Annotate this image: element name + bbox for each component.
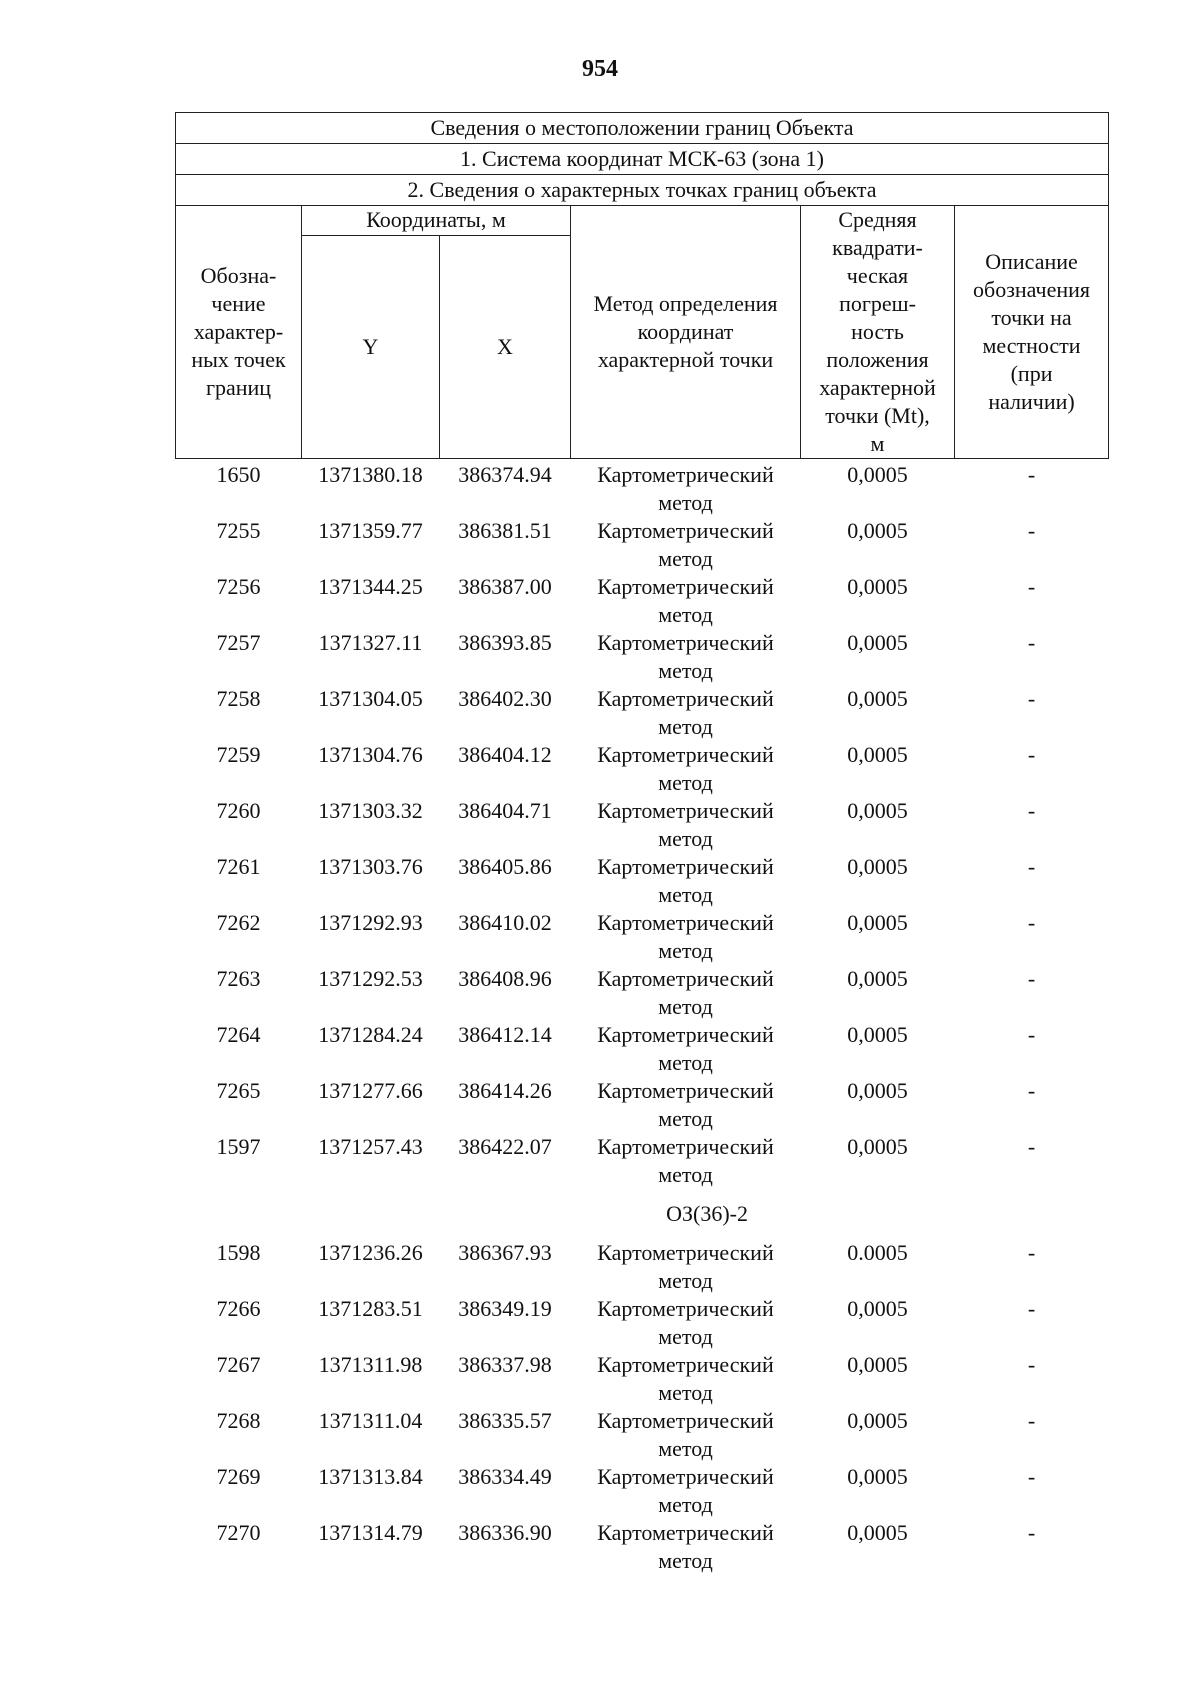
cell-point: 7256 (216, 574, 261, 599)
cell-point: 1650 (216, 462, 261, 487)
cell-point: 1597 (216, 1134, 261, 1159)
cell-method: Картометрический метод (597, 1022, 774, 1075)
cell-x: 386402.30 (458, 686, 552, 711)
table-title-location: Сведения о местоположении границ Объекта (176, 113, 1109, 144)
cell-point: 7257 (216, 630, 261, 655)
cell-error: 0,0005 (847, 966, 908, 991)
cell-method: Картометрический метод (597, 1296, 774, 1349)
cell-error: 0,0005 (847, 1352, 908, 1377)
column-header-point: Обозна- чение характер- ных точек границ (176, 206, 302, 459)
page-number: 954 (582, 56, 618, 82)
cell-description: - (1027, 910, 1036, 935)
cell-y: 1371313.84 (318, 1464, 423, 1489)
cell-x: 386337.98 (458, 1352, 552, 1377)
cell-error: 0,0005 (847, 1134, 908, 1159)
cell-description: - (1027, 854, 1036, 879)
column-header-y: Y (302, 235, 440, 458)
cell-description: - (1027, 462, 1036, 487)
cell-y: 1371257.43 (318, 1134, 423, 1159)
cell-y: 1371284.24 (318, 1022, 423, 1047)
cell-description: - (1027, 798, 1036, 823)
cell-error: 0,0005 (847, 742, 908, 767)
table-title-characteristic-points: 2. Сведения о характерных точках границ объекта (176, 175, 1109, 206)
table-row (176, 1133, 1109, 1189)
column-header-method: Метод определения координат характерной точки (571, 206, 801, 459)
cell-description: - (1027, 630, 1036, 655)
cell-x: 386334.49 (458, 1464, 552, 1489)
cell-error: 0,0005 (847, 910, 908, 935)
cell-method: Картометрический метод (597, 1520, 774, 1573)
table-row (176, 459, 1109, 518)
cell-description: - (1027, 966, 1036, 991)
cell-point: 7267 (216, 1352, 261, 1377)
cell-method: Картометрический метод (597, 742, 774, 795)
table-row (176, 1351, 1109, 1407)
cell-x: 386414.26 (458, 1078, 552, 1103)
cell-description: - (1027, 1352, 1036, 1377)
cell-description: - (1027, 1464, 1036, 1489)
table-row (176, 517, 1109, 573)
cell-error: 0,0005 (847, 686, 908, 711)
cell-x: 386374.94 (458, 462, 552, 487)
cell-method: Картометрический метод (597, 1078, 774, 1131)
cell-point: 7265 (216, 1078, 261, 1103)
cell-x: 386393.85 (458, 630, 552, 655)
cell-point: 7268 (216, 1408, 261, 1433)
cell-point: 7262 (216, 910, 261, 935)
cell-method: Картометрический метод (597, 518, 774, 571)
table-row (176, 741, 1109, 797)
cell-y: 1371236.26 (318, 1240, 423, 1265)
table-body (176, 459, 1109, 1576)
column-header-error: Средняя квадрати- ческая погреш- ность положения характерной точки (Mt), м (801, 206, 955, 459)
cell-description: - (1027, 1240, 1036, 1265)
cell-description: - (1027, 686, 1036, 711)
cell-description: - (1027, 518, 1036, 543)
cell-x: 386387.00 (458, 574, 552, 599)
cell-error: 0,0005 (847, 798, 908, 823)
cell-description: - (1027, 1134, 1036, 1159)
table-row (176, 1463, 1109, 1519)
cell-method: Картометрический метод (597, 462, 774, 515)
column-header-description: Описание обозначения точки на местности (при наличии) (955, 206, 1109, 459)
table-title-coordinate-system: 1. Система координат МСК-63 (зона 1) (176, 144, 1109, 175)
cell-method: Картометрический метод (597, 1240, 774, 1293)
cell-error: 0,0005 (847, 518, 908, 543)
table-row (176, 909, 1109, 965)
cell-x: 386412.14 (458, 1022, 552, 1047)
table-header (176, 113, 1109, 459)
cell-x: 386404.71 (458, 798, 552, 823)
cell-point: 7270 (216, 1520, 261, 1545)
cell-method: Картометрический метод (597, 854, 774, 907)
cell-method: Картометрический метод (597, 1408, 774, 1461)
cell-method: Картометрический метод (597, 798, 774, 851)
column-header-coordinates: Координаты, м (302, 206, 571, 236)
cell-method: Картометрический метод (597, 1134, 774, 1187)
cell-method: Картометрический метод (597, 1352, 774, 1405)
cell-y: 1371283.51 (318, 1296, 423, 1321)
cell-point: 7266 (216, 1296, 261, 1321)
cell-y: 1371380.18 (318, 462, 423, 487)
cell-y: 1371327.11 (318, 630, 423, 655)
cell-description: - (1027, 1408, 1036, 1433)
boundary-points-table (175, 112, 1109, 1575)
cell-x: 386422.07 (458, 1134, 552, 1159)
cell-y: 1371304.05 (318, 686, 423, 711)
cell-point: 7258 (216, 686, 261, 711)
table-row (176, 797, 1109, 853)
table-row (176, 629, 1109, 685)
cell-error: 0,0005 (847, 630, 908, 655)
cell-error: 0,0005 (847, 462, 908, 487)
cell-x: 386404.12 (458, 742, 552, 767)
cell-x: 386405.86 (458, 854, 552, 879)
cell-point: 7261 (216, 854, 261, 879)
cell-description: - (1027, 1520, 1036, 1545)
cell-description: - (1027, 1296, 1036, 1321)
cell-y: 1371303.32 (318, 798, 423, 823)
table-row (176, 1077, 1109, 1133)
section-label: ОЗ(36)-2 (666, 1201, 748, 1226)
table-row (176, 1021, 1109, 1077)
cell-y: 1371292.53 (318, 966, 423, 991)
table-row (176, 1295, 1109, 1351)
cell-error: 0,0005 (847, 1078, 908, 1103)
cell-error: 0,0005 (847, 1520, 908, 1545)
cell-method: Картометрический метод (597, 1464, 774, 1517)
cell-description: - (1027, 742, 1036, 767)
cell-error: 0,0005 (847, 574, 908, 599)
cell-y: 1371314.79 (318, 1520, 423, 1545)
column-header-x: X (440, 235, 571, 458)
cell-point: 7269 (216, 1464, 261, 1489)
cell-error: 0,0005 (847, 1022, 908, 1047)
cell-x: 386335.57 (458, 1408, 552, 1433)
table-row (176, 1519, 1109, 1575)
table-row (176, 1239, 1109, 1295)
table-row (176, 965, 1109, 1021)
cell-method: Картометрический метод (597, 686, 774, 739)
cell-point: 7264 (216, 1022, 261, 1047)
cell-error: 0,0005 (847, 854, 908, 879)
cell-x: 386349.19 (458, 1296, 552, 1321)
cell-method: Картометрический метод (597, 574, 774, 627)
cell-point: 7263 (216, 966, 261, 991)
cell-y: 1371344.25 (318, 574, 423, 599)
cell-error: 0.0005 (847, 1240, 908, 1265)
cell-method: Картометрический метод (597, 910, 774, 963)
table-row (176, 685, 1109, 741)
cell-y: 1371303.76 (318, 854, 423, 879)
cell-point: 7255 (216, 518, 261, 543)
table-row (176, 853, 1109, 909)
section-row (176, 1189, 1109, 1239)
cell-error: 0,0005 (847, 1296, 908, 1321)
cell-description: - (1027, 1078, 1036, 1103)
table-row (176, 1407, 1109, 1463)
cell-description: - (1027, 574, 1036, 599)
cell-method: Картометрический метод (597, 966, 774, 1019)
cell-x: 386367.93 (458, 1240, 552, 1265)
cell-y: 1371311.98 (318, 1352, 423, 1377)
cell-y: 1371277.66 (318, 1078, 423, 1103)
cell-point: 7259 (216, 742, 261, 767)
cell-x: 386410.02 (458, 910, 552, 935)
cell-description: - (1027, 1022, 1036, 1047)
cell-y: 1371292.93 (318, 910, 423, 935)
cell-method: Картометрический метод (597, 630, 774, 683)
cell-x: 386381.51 (458, 518, 552, 543)
cell-x: 386336.90 (458, 1520, 552, 1545)
cell-point: 1598 (216, 1240, 261, 1265)
cell-y: 1371359.77 (318, 518, 423, 543)
cell-error: 0,0005 (847, 1408, 908, 1433)
table-row (176, 573, 1109, 629)
cell-point: 7260 (216, 798, 261, 823)
cell-y: 1371311.04 (318, 1408, 423, 1433)
cell-y: 1371304.76 (318, 742, 423, 767)
cell-x: 386408.96 (458, 966, 552, 991)
cell-error: 0,0005 (847, 1464, 908, 1489)
